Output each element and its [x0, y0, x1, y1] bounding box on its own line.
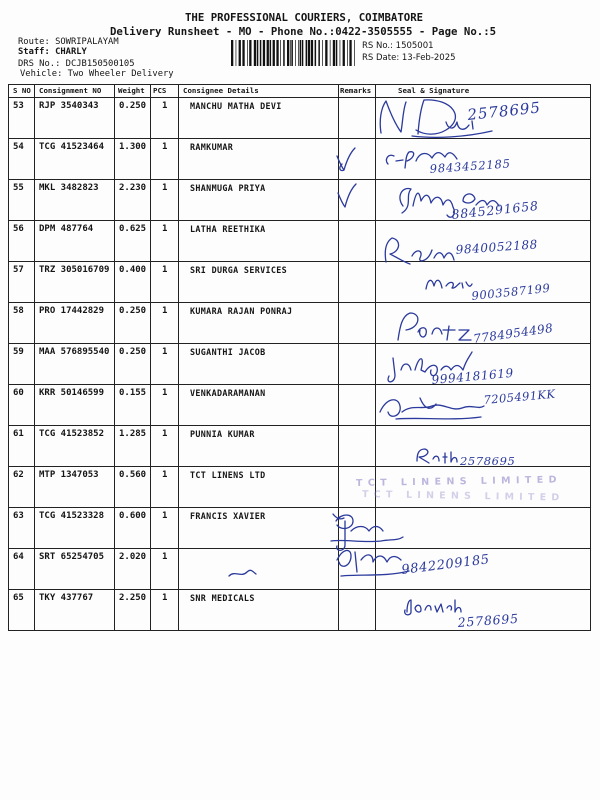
cell-seal-signature	[376, 139, 591, 180]
table-header-row	[9, 85, 591, 98]
cell-seal-signature	[376, 303, 591, 344]
table-row	[9, 467, 591, 508]
barcode-bar	[283, 40, 285, 66]
barcode-bar	[343, 40, 345, 66]
cell-seal-signature	[376, 262, 591, 303]
cell-sno: 65	[9, 590, 35, 631]
barcode-bar	[267, 40, 269, 66]
cell-sno: 59	[9, 344, 35, 385]
cell-sno: 61	[9, 426, 35, 467]
cell-remarks	[339, 180, 376, 221]
cell-remarks	[339, 303, 376, 344]
barcode-bar	[290, 40, 291, 66]
runsheet-table	[8, 84, 591, 631]
cell-pcs: 1	[151, 303, 179, 344]
cell-sno: 58	[9, 303, 35, 344]
barcode-bar	[260, 40, 262, 66]
cell-seal-signature	[376, 467, 591, 508]
barcode-bar	[347, 40, 348, 66]
barcode-bar	[349, 40, 351, 66]
cell-remarks	[339, 467, 376, 508]
cell-remarks	[339, 98, 376, 139]
cell-seal-signature	[376, 508, 591, 549]
cell-remarks	[339, 221, 376, 262]
barcode-bar	[257, 40, 259, 66]
barcode-bar	[318, 40, 320, 66]
cell-sno: 56	[9, 221, 35, 262]
barcode-bar	[302, 40, 304, 66]
barcode-bar	[236, 40, 237, 66]
header-consignee-details: Consignee Details	[179, 85, 339, 98]
cell-sno: 57	[9, 262, 35, 303]
cell-sno: 60	[9, 385, 35, 426]
company-stamp: TCT LINENS LIMITED	[355, 474, 563, 489]
barcode-bar	[242, 40, 244, 66]
cell-consignee-details: TCT LINENS LTD	[179, 467, 339, 508]
drs-number: DRS No.: DCJB150500105	[18, 59, 135, 69]
cell-weight: 2.230	[115, 180, 151, 221]
cell-weight: 0.155	[115, 385, 151, 426]
handwritten-note-row-56: 9840052188	[455, 237, 539, 257]
cell-consignee-details: VENKADARAMANAN	[179, 385, 339, 426]
table-row	[9, 385, 591, 426]
vehicle-label: Vehicle: Two Wheeler Delivery	[20, 69, 174, 79]
cell-pcs: 1	[151, 385, 179, 426]
route-label: Route: SOWRIPALAYAM	[18, 37, 119, 47]
barcode-bar	[311, 40, 313, 66]
table-row	[9, 98, 591, 139]
barcode-bar	[340, 40, 341, 66]
table-body	[9, 98, 591, 631]
barcode-bar	[336, 40, 338, 66]
barcode-bar	[300, 40, 302, 66]
cell-pcs: 1	[151, 426, 179, 467]
cell-remarks	[339, 139, 376, 180]
barcode-bar	[231, 40, 233, 66]
cell-weight: 0.250	[115, 303, 151, 344]
header-sno: S NO	[9, 85, 35, 98]
table-row	[9, 221, 591, 262]
barcode	[230, 40, 357, 66]
cell-seal-signature	[376, 180, 591, 221]
table-row	[9, 508, 591, 549]
cell-weight: 1.300	[115, 139, 151, 180]
handwritten-note-row-61: 2578695	[460, 454, 516, 468]
barcode-bar	[270, 40, 272, 66]
cell-consignee-details: SRI DURGA SERVICES	[179, 262, 339, 303]
cell-consignee-details: RAMKUMAR	[179, 139, 339, 180]
cell-consignment-no: DPM 487764	[35, 221, 115, 262]
cell-pcs: 1	[151, 344, 179, 385]
cell-consignment-no: MAA 576895540	[35, 344, 115, 385]
barcode-bar	[287, 40, 289, 66]
cell-consignee-details: LATHA REETHIKA	[179, 221, 339, 262]
cell-sno: 63	[9, 508, 35, 549]
cell-consignment-no: RJP 3540343	[35, 98, 115, 139]
cell-consignee-details: SNR MEDICALS	[179, 590, 339, 631]
cell-sno: 62	[9, 467, 35, 508]
barcode-bar	[333, 40, 335, 66]
cell-consignment-no: MTP 1347053	[35, 467, 115, 508]
cell-seal-signature	[376, 344, 591, 385]
cell-seal-signature	[376, 426, 591, 467]
cell-consignment-no: TRZ 305016709	[35, 262, 115, 303]
cell-seal-signature	[376, 98, 591, 139]
cell-consignee-details: MANCHU MATHA DEVI	[179, 98, 339, 139]
header-pcs: PCS	[151, 85, 179, 98]
cell-consignment-no: PRO 17442829	[35, 303, 115, 344]
table-row	[9, 426, 591, 467]
rs-date: RS Date: 13-Feb-2025	[362, 53, 456, 63]
cell-sno: 64	[9, 549, 35, 590]
cell-weight: 1.285	[115, 426, 151, 467]
cell-consignee-details: FRANCIS XAVIER	[179, 508, 339, 549]
barcode-bar	[249, 40, 251, 66]
table-row	[9, 262, 591, 303]
cell-weight: 0.625	[115, 221, 151, 262]
cell-weight: 0.400	[115, 262, 151, 303]
cell-consignee-details: PUNNIA KUMAR	[179, 426, 339, 467]
table-row	[9, 344, 591, 385]
cell-pcs: 1	[151, 508, 179, 549]
runsheet-heading: Delivery Runsheet - MO - Phone No.:0422-3505555 - Page No.:5	[110, 25, 497, 38]
company-stamp-second-impression: TCT LINENS LIMITED	[361, 489, 565, 504]
handwritten-note-row-58: 7784954498	[472, 320, 554, 346]
cell-consignment-no: TCG 41523328	[35, 508, 115, 549]
cell-sno: 53	[9, 98, 35, 139]
handwritten-note-row-59: 9994181619	[431, 365, 515, 387]
cell-remarks	[339, 590, 376, 631]
cell-consignee-details: SUGANTHI JACOB	[179, 344, 339, 385]
barcode-bar	[247, 40, 248, 66]
barcode-bar	[315, 40, 317, 66]
cell-remarks	[339, 385, 376, 426]
cell-weight: 2.020	[115, 549, 151, 590]
barcode-bar	[273, 40, 275, 66]
cell-weight: 0.600	[115, 508, 151, 549]
cell-consignment-no: TKY 437767	[35, 590, 115, 631]
handwritten-note-row-60: 7205491KK	[483, 386, 556, 407]
table-row	[9, 180, 591, 221]
cell-consignee-details: KUMARA RAJAN PONRAJ	[179, 303, 339, 344]
barcode-bar	[354, 40, 355, 66]
cell-weight: 0.250	[115, 98, 151, 139]
cell-sno: 54	[9, 139, 35, 180]
cell-remarks	[339, 262, 376, 303]
barcode-bar	[295, 40, 296, 66]
cell-consignment-no: MKL 3482823	[35, 180, 115, 221]
barcode-bar	[298, 40, 299, 66]
cell-seal-signature	[376, 590, 591, 631]
cell-pcs: 1	[151, 549, 179, 590]
cell-pcs: 1	[151, 467, 179, 508]
header-remarks: Remarks	[339, 85, 376, 98]
cell-pcs: 1	[151, 221, 179, 262]
barcode-bar	[330, 40, 331, 66]
cell-seal-signature	[376, 385, 591, 426]
cell-sno: 55	[9, 180, 35, 221]
barcode-bar	[322, 40, 323, 66]
cell-pcs: 1	[151, 590, 179, 631]
handwritten-note-row-54: 9843452185	[429, 156, 512, 176]
handwritten-note-row-65: 2578695	[457, 610, 520, 630]
header-consignment-no: Consignment NO	[35, 85, 115, 98]
staff-label: Staff: CHARLY	[18, 47, 87, 57]
barcode-bar	[325, 40, 327, 66]
cell-consignment-no: TCG 41523852	[35, 426, 115, 467]
handwritten-note-row-57: 9003587199	[470, 280, 552, 303]
barcode-bar	[280, 40, 281, 66]
barcode-bar	[239, 40, 241, 66]
handwritten-note-row-53: 2578695	[466, 98, 542, 124]
table-row	[9, 590, 591, 631]
cell-weight: 0.560	[115, 467, 151, 508]
cell-seal-signature	[376, 549, 591, 590]
handwritten-note-row-55: 8845291658	[450, 197, 540, 222]
barcode-bar	[291, 40, 293, 66]
header-seal-signature: Seal & Signature	[376, 85, 591, 98]
cell-pcs: 1	[151, 98, 179, 139]
barcode-bar	[254, 40, 256, 66]
cell-consignment-no: SRT 65254705	[35, 549, 115, 590]
cell-pcs: 1	[151, 262, 179, 303]
header-weight: Weight	[115, 85, 151, 98]
cell-remarks	[339, 508, 376, 549]
cell-consignee-details	[179, 549, 339, 590]
cell-weight: 2.250	[115, 590, 151, 631]
handwritten-note-row-64: 9842209185	[400, 552, 491, 578]
company-title: THE PROFESSIONAL COURIERS, COIMBATORE	[185, 11, 424, 24]
table-row	[9, 303, 591, 344]
barcode-bar	[308, 40, 310, 66]
cell-remarks	[339, 549, 376, 590]
table-row	[9, 139, 591, 180]
barcode-bar	[306, 40, 308, 66]
cell-seal-signature	[376, 221, 591, 262]
barcode-bar	[276, 40, 278, 66]
cell-consignment-no: TCG 41523464	[35, 139, 115, 180]
table-row	[9, 549, 591, 590]
cell-pcs: 1	[151, 180, 179, 221]
cell-weight: 0.250	[115, 344, 151, 385]
barcode-bar	[263, 40, 265, 66]
cell-pcs: 1	[151, 139, 179, 180]
cell-remarks	[339, 426, 376, 467]
cell-consignment-no: KRR 50146599	[35, 385, 115, 426]
rs-number: RS No.: 1505001	[362, 41, 434, 51]
cell-remarks	[339, 344, 376, 385]
cell-consignee-details: SHANMUGA PRIYA	[179, 180, 339, 221]
